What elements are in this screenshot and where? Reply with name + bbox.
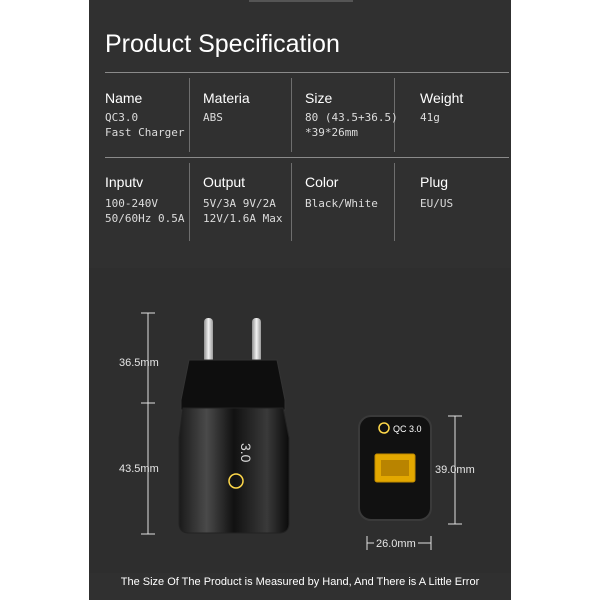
spec-weight-value: 41g [420,111,440,124]
footer-note: The Size Of The Product is Measured by Hand, And There is A Little Error [120,576,480,588]
product-illustration-area [89,268,511,573]
spec-plug-label: Plug [420,174,449,190]
column-divider [189,78,190,152]
top-divider [249,0,353,2]
column-divider [189,163,190,241]
charger-body [179,408,289,533]
spec-weight-label: Weight [420,90,464,106]
spec-size-label: Size [305,90,333,106]
product-drawing [89,268,511,573]
spec-material-value: ABS [203,111,223,124]
spec-plug-value: EU/US [420,197,454,210]
dimension-lower-label: 43.5mm [119,463,159,475]
row-divider [105,157,509,158]
plug-pin [252,318,261,366]
spec-color-value: Black/White [305,197,378,210]
spec-input-value: 100-240V 50/60Hz 0.5A [105,197,185,225]
dimension-height-label: 39.0mm [435,464,475,476]
usb-port-inner [381,460,409,476]
spec-color-label: Color [305,174,339,190]
spec-name-label: Name [105,90,143,106]
column-divider [291,163,292,241]
qc-badge: QC 3.0 [393,424,422,434]
plug-head [181,360,285,410]
spec-material-label: Materia [203,90,250,106]
page-title: Product Specification [105,30,340,58]
dimension-width-label: 26.0mm [376,538,416,550]
plug-pin [204,318,213,366]
spec-name-value: QC3.0 Fast Charger [105,111,185,139]
spec-panel [89,0,511,600]
column-divider [291,78,292,152]
dimension-upper-label: 36.5mm [119,357,159,369]
spec-output-label: Output [203,174,246,190]
spec-input-label: Inputv [105,174,144,190]
side-text: 3.0 [238,443,254,463]
title-divider [105,72,509,73]
height-dimension-marker [141,313,155,534]
spec-size-value: 80 (43.5+36.5) *39*26mm [305,111,398,139]
spec-output-value: 5V/3A 9V/2A 12V/1.6A Max [203,197,283,225]
column-divider [394,163,395,241]
